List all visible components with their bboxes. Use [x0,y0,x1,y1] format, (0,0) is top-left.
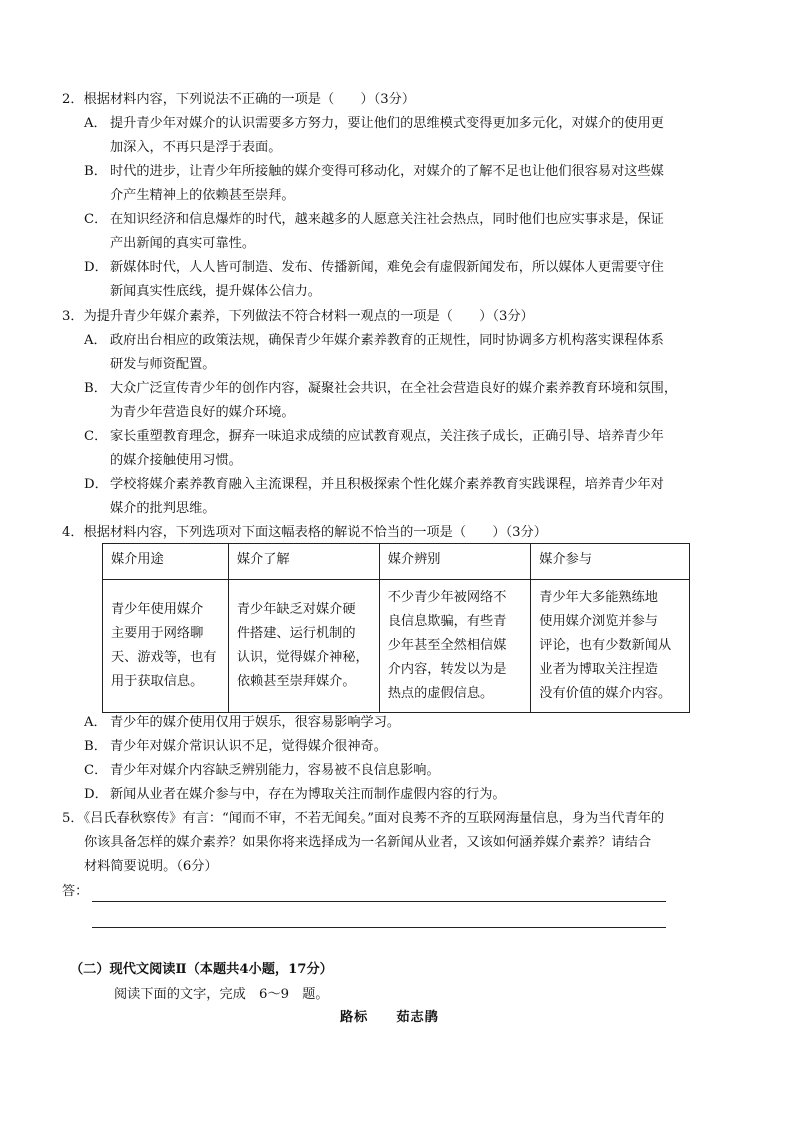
story-author: 茹志鹃 [396,1010,439,1025]
cell-text-line: 青少年大多能熟练地 [539,590,658,605]
table-header-cell: 媒介了解 [228,544,379,580]
option-label: A． [84,333,107,348]
cell-text-line: 使用媒介浏览并参与 [539,614,658,629]
option-label: A． [84,715,107,730]
cell-text-line: 用于获取信息。 [111,674,204,689]
question-4-option-b [84,735,732,759]
story-title: 路标 [340,1010,369,1025]
cell-text-line: 青少年使用媒介 [111,602,204,617]
question-2-option-d [84,256,732,304]
cell-text-line: 介内容，转发以为是 [387,662,507,677]
story-heading [340,1006,439,1030]
question-4-option-c [84,759,732,783]
option-label: C． [84,763,108,778]
option-text-line: 青少年对媒介常识认识不足，觉得媒介很神奇。 [110,739,387,754]
question-2-option-a [84,112,732,160]
option-text-line: 家长重塑教育理念，摒弃一味追求成绩的应试教育观点，关注孩子成长，正确引导、培养青少年 [110,429,664,444]
answer-label: 答： [62,884,89,899]
table-cell [379,580,531,713]
option-label: B． [84,164,107,179]
option-text-line: 新媒体时代，人人皆可制造、发布、传播新闻，难免会有虚假新闻发布，所以媒体人更需要守住 [110,260,664,275]
option-text-line: 介产生精神上的依赖甚至崇拜。 [110,188,295,203]
cell-text-line: 认识，觉得媒介神秘， [236,650,369,665]
option-text-line: 加深入，不再只是浮于表面。 [110,140,282,155]
option-text-line: 产出新闻的真实可靠性。 [110,236,256,251]
media-literacy-table [102,543,690,713]
option-label: D． [84,260,108,275]
question-5-line: 材料简要说明。（6分） [84,859,218,874]
cell-text-line: 业者为博取关注捏造 [539,662,658,677]
table-header-cell: 媒介参与 [531,544,690,580]
option-text-line: 青少年对媒介内容缺乏辨别能力，容易被不良信息影响。 [110,763,440,778]
reading-instruction: 阅读下面的文字，完成 6～9 题。 [114,987,329,1002]
question-4-option-d [84,783,732,807]
option-label: D． [84,787,108,802]
table-header-cell: 媒介辨别 [379,544,531,580]
table-cell [103,580,229,713]
question-3-option-d [84,473,732,521]
option-label: C． [84,429,108,444]
answer-line[interactable] [92,927,666,928]
table-cell [531,580,690,713]
question-5-line: 你该具备怎样的媒介素养？如果你将来选择成为一名新闻从业者，又该如何涵养媒介素养？请结合 [84,835,652,850]
option-label: D． [84,477,108,492]
cell-text-line: 青少年缺乏对媒介硬 [236,602,356,617]
cell-text-line: 良信息欺骗，有些青 [387,614,507,629]
option-text-line: 在知识经济和信息爆炸的时代，越来越多的人愿意关注社会热点，同时他们也应实事求是，保证 [110,212,664,227]
table-header-cell: 媒介用途 [103,544,229,580]
table-header-row [103,544,690,580]
question-3-stem: 3．为提升青少年媒介素养，下列做法不符合材料一观点的一项是（ ）（3分） [62,309,534,324]
question-2-option-c [84,208,732,256]
option-text-line: 新闻真实性底线，提升媒体公信力。 [110,284,321,299]
option-label: A． [84,116,107,131]
cell-text-line: 不少青少年被网络不 [387,590,507,605]
option-text-line: 政府出台相应的政策法规，确保青少年媒介素养教育的正规性，同时协调多方机构落实课程体系 [110,333,664,348]
question-2-stem: 2．根据材料内容，下列说法不正确的一项是（ ）（3分） [62,92,416,107]
question-3-option-a [84,329,732,377]
question-5-line: 5．《吕氏春秋察传》有言：“闻而不审，不若无闻矣。”面对良莠不齐的互联网海量信息，身为当代青年的 [62,811,665,826]
question-3-option-c [84,425,732,473]
cell-text-line: 主要用于网络聊 [111,626,204,641]
question-3-option-b [84,377,732,425]
cell-text-line: 评论，也有少数新闻从 [539,638,672,653]
option-text-line: 青少年的媒介使用仅用于娱乐，很容易影响学习。 [110,715,401,730]
table-row [103,580,690,713]
cell-text-line: 天、游戏等，也有 [111,650,217,665]
question-2-option-b [84,160,732,208]
option-text-line: 大众广泛宣传青少年的创作内容，凝聚社会共识，在全社会营造良好的媒介素养教育环境和氛围， [110,381,678,396]
cell-text-line: 依赖甚至崇拜媒介。 [236,674,356,689]
option-label: C． [84,212,108,227]
cell-text-line: 少年甚至全然相信媒 [387,638,507,653]
option-text-line: 的媒介接触使用习惯。 [110,453,242,468]
answer-line[interactable] [92,901,666,902]
table-cell [228,580,379,713]
question-4-stem: 4．根据材料内容，下列选项对下面这幅表格的解说不恰当的一项是（ ）（3分） [62,525,547,540]
section-title: （二）现代文阅读Ⅱ（本题共4小题，17分） [70,962,333,977]
option-label: B． [84,381,107,396]
cell-text-line: 没有价值的媒介内容。 [539,686,672,701]
option-text-line: 学校将媒介素养教育融入主流课程，并且积极探索个性化媒介素养教育实践课程，培养青少年对 [110,477,664,492]
cell-text-line: 热点的虚假信息。 [387,686,494,701]
option-text-line: 媒介的批判思维。 [110,501,216,516]
option-text-line: 提升青少年对媒介的认识需要多方努力，要让他们的思维模式变得更加多元化，对媒介的使用更 [110,116,664,131]
cell-text-line: 件搭建、运行机制的 [236,626,356,641]
option-label: B． [84,739,107,754]
option-text-line: 新闻从业者在媒介参与中，存在为博取关注而制作虚假内容的行为。 [110,787,506,802]
option-text-line: 为青少年营造良好的媒介环境。 [110,405,295,420]
option-text-line: 研发与师资配置。 [110,357,216,372]
option-text-line: 时代的进步，让青少年所接触的媒介变得可移动化，对媒介的了解不足也让他们很容易对这些媒 [110,164,664,179]
question-4-option-a [84,711,732,735]
